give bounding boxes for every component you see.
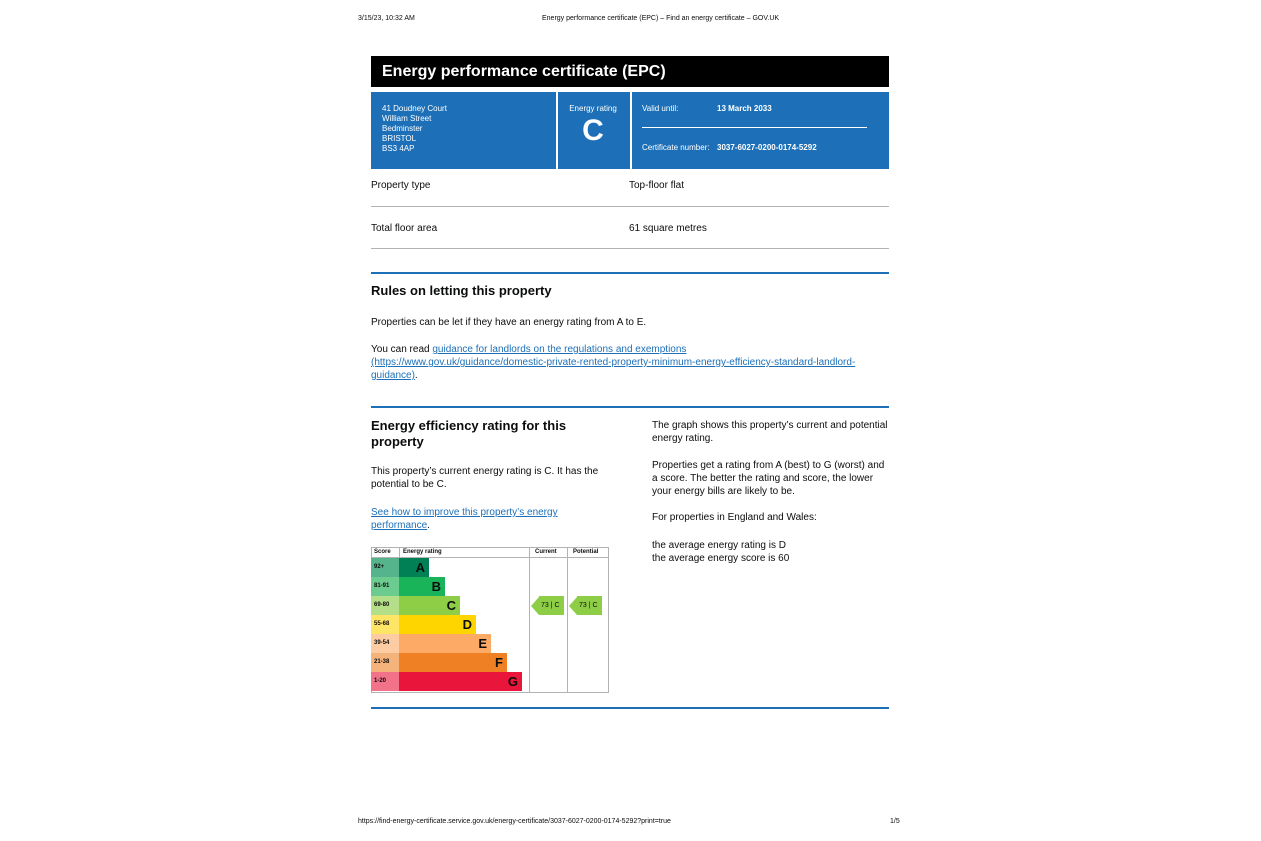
- band-letter: B: [431, 579, 441, 594]
- address-line: BS3 4AP: [382, 144, 415, 153]
- average-score-text: the average energy score is 60: [652, 553, 790, 564]
- band-letter: A: [415, 560, 425, 575]
- graph-header-current: Current: [535, 549, 557, 555]
- band-bar-c: [399, 596, 460, 615]
- certificate-number: 3037-6027-0200-0174-5292: [717, 143, 817, 152]
- floor-area-label: Total floor area: [371, 223, 438, 234]
- certificate-summary-panel: [371, 92, 889, 169]
- certificate-number-label: Certificate number:: [642, 143, 710, 152]
- potential-rating-label: 73 | C: [577, 596, 602, 615]
- valid-until-label: Valid until:: [642, 104, 679, 113]
- band-letter: D: [462, 617, 472, 632]
- band-letter: F: [495, 655, 503, 670]
- band-score-f: 21-38: [371, 653, 399, 672]
- rating-explanation: Properties get a rating from A (best) to G (worst) and a score. The better the rating and score, the lower your energy bills are likely to be.: [652, 460, 885, 497]
- graph-divider: [529, 547, 530, 693]
- row-divider: [371, 206, 889, 207]
- graph-divider: [399, 547, 400, 557]
- section-rule: [371, 406, 889, 408]
- section-rule: [371, 707, 889, 709]
- graph-header-score: Score: [374, 549, 391, 555]
- energy-rating-letter: C: [582, 114, 604, 147]
- arrow-tip: [569, 597, 577, 615]
- graph-divider: [567, 547, 568, 693]
- graph-explanation: The graph shows this property’s current and potential energy rating.: [652, 420, 888, 444]
- print-page-title: Energy performance certificate (EPC) – Find an energy certificate – GOV.UK: [542, 15, 780, 22]
- address-line: William Street: [382, 114, 432, 123]
- band-bar-a: [399, 558, 429, 577]
- arrow-tip: [531, 597, 539, 615]
- valid-until-date: 13 March 2033: [717, 104, 772, 113]
- band-letter: G: [507, 674, 518, 689]
- average-rating-text: the average energy rating is D: [652, 540, 786, 551]
- band-score-e: 39-54: [371, 634, 399, 653]
- band-bar-e: [399, 634, 491, 653]
- section-rule: [371, 272, 889, 274]
- band-score-d: 55-68: [371, 615, 399, 634]
- potential-rating-arrow: [569, 596, 602, 615]
- band-score-g: 1-20: [371, 672, 399, 691]
- panel-rule: [642, 127, 867, 128]
- letting-text: Properties can be let if they have an energy rating from A to E.: [371, 317, 647, 328]
- property-type-value: Top-floor flat: [629, 180, 685, 191]
- landlord-guidance-link[interactable]: guidance for landlords on the regulations and exemptions: [432, 344, 687, 355]
- band-bar-g: [399, 672, 522, 691]
- band-score-a: 92+: [371, 558, 399, 577]
- landlord-guidance-url[interactable]: (https://www.gov.uk/guidance/domestic-private-rented-property-minimum-energy-efficiency-standard-landlord-guidance): [371, 357, 856, 381]
- band-letter: C: [446, 598, 456, 613]
- england-wales-text: For properties in England and Wales:: [652, 512, 817, 523]
- row-divider: [371, 248, 889, 249]
- current-rating-arrow: [531, 596, 564, 615]
- band-score-b: 81-91: [371, 577, 399, 596]
- print-url: https://find-energy-certificate.service.gov.uk/energy-certificate/3037-6027-0200-0174-5292?print=true: [358, 818, 671, 825]
- letting-guidance-text: You can read guidance for landlords on the regulations and exemptions (https://www.gov.uk/guidance/domestic-private-rented-property-minimum-energy-efficiency-standard-landlord-guidance).: [371, 344, 856, 381]
- energy-rating-label: Energy rating: [569, 104, 617, 113]
- property-address: [382, 104, 447, 154]
- improve-performance-link[interactable]: See how to improve this property’s energy performance: [371, 507, 558, 531]
- energy-rating-graph: [371, 547, 609, 693]
- improve-text: See how to improve this property’s energy performance.: [371, 507, 558, 531]
- property-type-label: Property type: [371, 180, 431, 191]
- address-line: 41 Doudney Court: [382, 104, 447, 113]
- address-line: BRISTOL: [382, 134, 417, 143]
- floor-area-value: 61 square metres: [629, 223, 707, 234]
- band-bar-d: [399, 615, 476, 634]
- efficiency-heading: Energy efficiency rating for this property: [371, 418, 567, 449]
- band-score-c: 69-80: [371, 596, 399, 615]
- graph-header-potential: Potential: [573, 549, 599, 555]
- epc-title: Energy performance certificate (EPC): [371, 56, 889, 87]
- band-bar-b: [399, 577, 445, 596]
- graph-header-rating: Energy rating: [403, 549, 442, 555]
- panel-divider: [630, 92, 632, 169]
- letting-heading: Rules on letting this property: [371, 283, 552, 298]
- band-bar-f: [399, 653, 507, 672]
- print-page-number: 1/5: [890, 818, 900, 825]
- current-rating-text: This property’s current energy rating is C. It has the potential to be C.: [371, 466, 599, 490]
- band-letter: E: [478, 636, 487, 651]
- current-rating-label: 73 | C: [539, 596, 564, 615]
- print-datetime: 3/15/23, 10:32 AM: [358, 15, 415, 22]
- address-line: Bedminster: [382, 124, 423, 133]
